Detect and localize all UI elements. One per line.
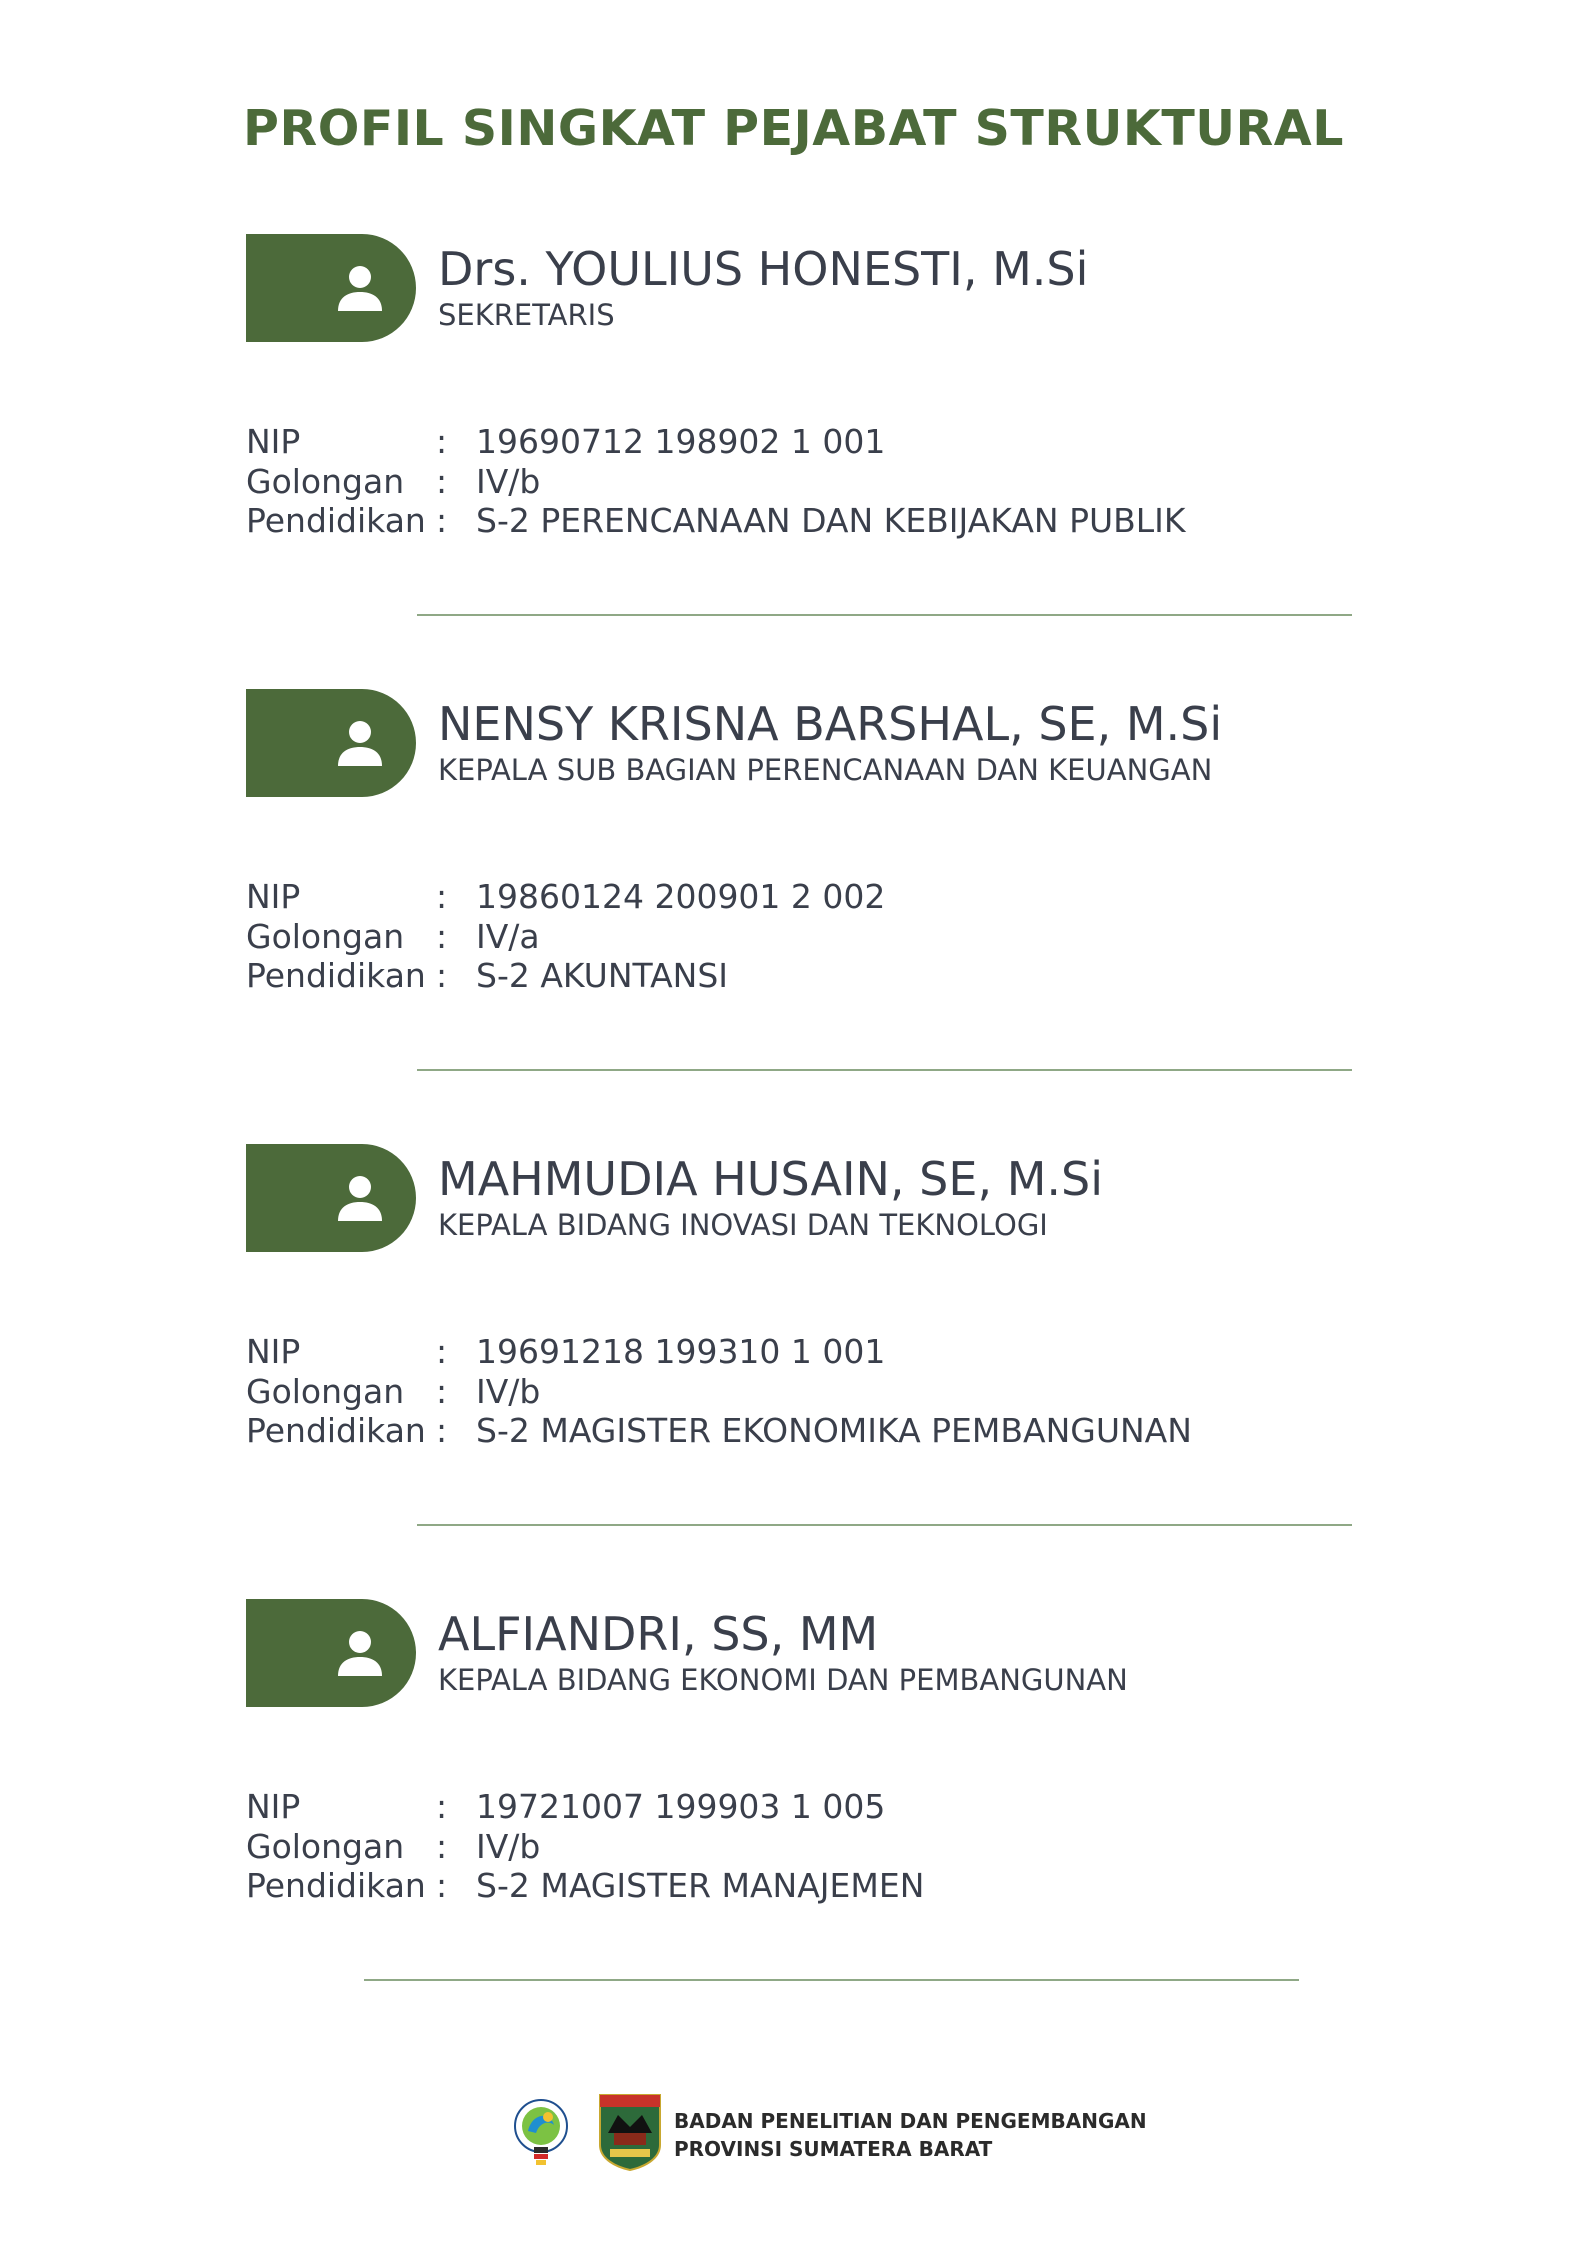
nip-label: NIP: [246, 1332, 301, 1371]
pendidikan-value: S-2 AKUNTANSI: [476, 956, 729, 995]
pendidikan-value: S-2 MAGISTER MANAJEMEN: [476, 1866, 925, 1905]
separator: :: [436, 1866, 448, 1905]
pendidikan-value: S-2 MAGISTER EKONOMIKA PEMBANGUNAN: [476, 1411, 1192, 1450]
nip-value: 19721007 199903 1 005: [476, 1787, 886, 1826]
nip-label: NIP: [246, 877, 301, 916]
separator: :: [436, 916, 448, 956]
golongan-label: Golongan: [246, 1826, 405, 1866]
official-name: Drs. YOULIUS HONESTI, M.Si: [438, 242, 1089, 296]
official-position: KEPALA BIDANG EKONOMI DAN PEMBANGUNAN: [438, 1663, 1128, 1697]
center-innovation-science-logo: [510, 2095, 572, 2171]
page-title: PROFIL SINGKAT PEJABAT STRUKTURAL: [243, 100, 1344, 157]
avatar: [246, 1144, 416, 1252]
separator: :: [436, 877, 448, 916]
golongan-value: IV/b: [476, 461, 541, 501]
organization-name: [674, 2107, 1147, 2163]
person-icon: [336, 1173, 384, 1223]
person-icon: [336, 1628, 384, 1678]
pendidikan-label: Pendidikan: [246, 1866, 426, 1905]
pendidikan-label: Pendidikan: [246, 1411, 426, 1450]
separator: :: [436, 1826, 448, 1866]
nip-label: NIP: [246, 1787, 301, 1826]
footer: [510, 2093, 1150, 2173]
nip-value: 19860124 200901 2 002: [476, 877, 886, 916]
profile-card: [0, 1144, 1587, 1599]
golongan-label: Golongan: [246, 1371, 405, 1411]
person-icon: [336, 263, 384, 313]
organization-line-2: PROVINSI SUMATERA BARAT: [674, 2137, 993, 2161]
avatar: [246, 689, 416, 797]
footer-divider: [364, 1979, 1299, 1981]
pendidikan-label: Pendidikan: [246, 956, 426, 995]
separator: :: [436, 1787, 448, 1826]
nip-value: 19690712 198902 1 001: [476, 422, 886, 461]
profile-card: [0, 1599, 1587, 2054]
pendidikan-label: Pendidikan: [246, 501, 426, 540]
golongan-label: Golongan: [246, 916, 405, 956]
person-icon: [336, 718, 384, 768]
separator: :: [436, 956, 448, 995]
golongan-value: IV/b: [476, 1371, 541, 1411]
official-position: KEPALA SUB BAGIAN PERENCANAAN DAN KEUANGAN: [438, 753, 1213, 787]
nip-label: NIP: [246, 422, 301, 461]
separator: :: [436, 501, 448, 540]
sumatera-barat-emblem: [598, 2093, 662, 2171]
golongan-value: IV/a: [476, 916, 540, 956]
divider: [417, 1069, 1352, 1071]
nip-value: 19691218 199310 1 001: [476, 1332, 886, 1371]
official-position: SEKRETARIS: [438, 298, 615, 332]
divider: [417, 1524, 1352, 1526]
separator: :: [436, 1411, 448, 1450]
official-position: KEPALA BIDANG INOVASI DAN TEKNOLOGI: [438, 1208, 1048, 1242]
profile-card: [0, 234, 1587, 689]
separator: :: [436, 422, 448, 461]
separator: :: [436, 1332, 448, 1371]
official-name: ALFIANDRI, SS, MM: [438, 1607, 879, 1661]
golongan-label: Golongan: [246, 461, 405, 501]
avatar: [246, 234, 416, 342]
official-name: MAHMUDIA HUSAIN, SE, M.Si: [438, 1152, 1103, 1206]
separator: :: [436, 1371, 448, 1411]
avatar: [246, 1599, 416, 1707]
pendidikan-value: S-2 PERENCANAAN DAN KEBIJAKAN PUBLIK: [476, 501, 1186, 540]
golongan-value: IV/b: [476, 1826, 541, 1866]
official-name: NENSY KRISNA BARSHAL, SE, M.Si: [438, 697, 1223, 751]
organization-line-1: BADAN PENELITIAN DAN PENGEMBANGAN: [674, 2109, 1147, 2133]
profile-card: [0, 689, 1587, 1144]
separator: :: [436, 461, 448, 501]
divider: [417, 614, 1352, 616]
